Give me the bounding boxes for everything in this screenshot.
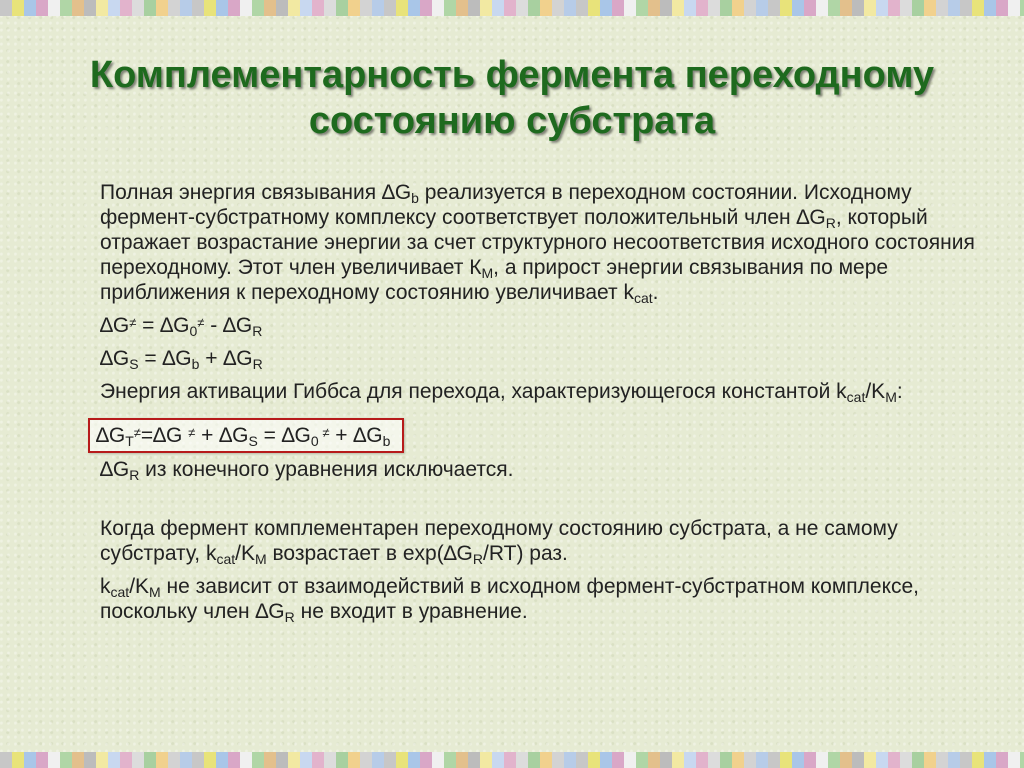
- eq-term: + ∆G: [329, 424, 383, 447]
- stripe-segment: [768, 752, 780, 768]
- subscript: cat: [846, 389, 866, 405]
- stripe-segment: [216, 0, 228, 16]
- superscript: ≠: [197, 315, 205, 330]
- text-span: /RT) раз.: [483, 542, 568, 565]
- text-span: , который отражает возрастание энергии за счет структурного несоответствия исходного состояния переходному. Этот член увеличивает К: [100, 206, 975, 279]
- stripe-segment: [120, 0, 132, 16]
- stripe-segment: [840, 752, 852, 768]
- stripe-segment: [216, 752, 228, 768]
- stripe-segment: [264, 0, 276, 16]
- stripe-segment: [0, 752, 12, 768]
- stripe-segment: [204, 752, 216, 768]
- paragraph-gibbs-activation: [100, 379, 980, 404]
- stripe-segment: [840, 0, 852, 16]
- subscript: M: [885, 389, 897, 405]
- equation-1: [100, 313, 980, 338]
- stripe-segment: [660, 752, 672, 768]
- text-span: реализуется в переходном состоянии. Исходному фермент-субстратному комплексу соответствует положительный член: [100, 181, 912, 229]
- subscript: R: [252, 323, 263, 339]
- stripe-segment: [432, 752, 444, 768]
- text-span: , а прирост энергии связывания по мере приближения к переходному состоянию увеличивает k: [100, 256, 889, 304]
- stripe-segment: [516, 0, 528, 16]
- stripe-segment: [324, 752, 336, 768]
- subscript: cat: [216, 551, 236, 567]
- stripe-segment: [144, 752, 156, 768]
- stripe-segment: [948, 752, 960, 768]
- superscript: ≠: [129, 315, 137, 330]
- subscript: cat: [633, 290, 653, 306]
- stripe-segment: [852, 752, 864, 768]
- text-span: /K: [129, 575, 150, 598]
- stripe-segment: [120, 752, 132, 768]
- subscript: M: [255, 551, 267, 567]
- stripe-segment: [12, 752, 24, 768]
- stripe-segment: [756, 752, 768, 768]
- eq-term: = ∆G: [257, 424, 311, 447]
- stripe-segment: [192, 0, 204, 16]
- eq-term: = ∆G: [138, 347, 192, 370]
- stripe-segment: [792, 0, 804, 16]
- stripe-segment: [888, 0, 900, 16]
- stripe-segment: [468, 0, 480, 16]
- stripe-segment: [408, 752, 420, 768]
- stripe-segment: [936, 0, 948, 16]
- text-span: G: [809, 206, 826, 229]
- text-span: :: [896, 380, 903, 403]
- stripe-segment: [804, 752, 816, 768]
- eq-term: ∆G: [100, 347, 130, 370]
- stripe-segment: [228, 752, 240, 768]
- subscript: R: [129, 467, 140, 483]
- stripe-segment: [444, 752, 456, 768]
- stripe-segment: [348, 752, 360, 768]
- stripe-segment: [828, 752, 840, 768]
- stripe-segment: [768, 0, 780, 16]
- stripe-segment: [372, 752, 384, 768]
- top-decorative-stripe: [0, 0, 1024, 16]
- highlighted-equation-box: [88, 418, 404, 453]
- stripe-segment: [984, 0, 996, 16]
- stripe-segment: [132, 752, 144, 768]
- paragraph-binding-energy: [100, 180, 980, 305]
- stripe-segment: [360, 0, 372, 16]
- stripe-segment: [60, 752, 72, 768]
- stripe-segment: [312, 0, 324, 16]
- subscript: R: [252, 356, 263, 372]
- stripe-segment: [468, 752, 480, 768]
- text-span: не зависит от взаимодействий в исходном фермент-субстратном комплексе, поскольку член ∆G: [100, 575, 919, 623]
- stripe-segment: [924, 0, 936, 16]
- eq-term: ∆G: [96, 424, 126, 447]
- stripe-segment: [48, 752, 60, 768]
- subscript: 0: [189, 323, 198, 339]
- stripe-segment: [660, 0, 672, 16]
- stripe-segment: [948, 0, 960, 16]
- stripe-segment: [228, 0, 240, 16]
- subscript: b: [411, 190, 419, 206]
- stripe-segment: [816, 0, 828, 16]
- stripe-segment: [780, 0, 792, 16]
- stripe-segment: [36, 752, 48, 768]
- stripe-segment: [516, 752, 528, 768]
- stripe-segment: [168, 752, 180, 768]
- stripe-segment: [912, 0, 924, 16]
- text-span: не входит в уравнение.: [294, 600, 528, 623]
- stripe-segment: [528, 0, 540, 16]
- stripe-segment: [672, 0, 684, 16]
- stripe-segment: [984, 752, 996, 768]
- stripe-segment: [372, 0, 384, 16]
- stripe-segment: [588, 0, 600, 16]
- stripe-segment: [504, 752, 516, 768]
- stripe-segment: [396, 0, 408, 16]
- stripe-segment: [708, 0, 720, 16]
- stripe-segment: [96, 752, 108, 768]
- eq-term: ∆G: [100, 314, 130, 337]
- stripe-segment: [336, 752, 348, 768]
- stripe-segment: [576, 0, 588, 16]
- stripe-segment: [888, 752, 900, 768]
- stripe-segment: [972, 0, 984, 16]
- stripe-segment: [300, 0, 312, 16]
- stripe-segment: [936, 752, 948, 768]
- stripe-segment: [252, 752, 264, 768]
- stripe-segment: [156, 0, 168, 16]
- stripe-segment: [864, 752, 876, 768]
- stripe-segment: [84, 752, 96, 768]
- stripe-segment: [276, 752, 288, 768]
- stripe-segment: [60, 0, 72, 16]
- stripe-segment: [492, 0, 504, 16]
- stripe-segment: [564, 0, 576, 16]
- subscript: 0: [310, 433, 319, 449]
- stripe-segment: [816, 752, 828, 768]
- stripe-segment: [876, 0, 888, 16]
- stripe-segment: [444, 0, 456, 16]
- stripe-segment: [900, 752, 912, 768]
- text-span: /K: [235, 542, 255, 565]
- stripe-segment: [180, 0, 192, 16]
- stripe-segment: [1008, 752, 1020, 768]
- stripe-segment: [732, 752, 744, 768]
- eq-term: = ∆G: [136, 314, 190, 337]
- stripe-segment: [288, 0, 300, 16]
- stripe-segment: [288, 752, 300, 768]
- stripe-segment: [696, 752, 708, 768]
- stripe-segment: [360, 752, 372, 768]
- stripe-segment: [876, 752, 888, 768]
- text-span: из конечного уравнения исключается.: [139, 458, 514, 481]
- stripe-segment: [504, 0, 516, 16]
- stripe-segment: [96, 0, 108, 16]
- stripe-segment: [720, 752, 732, 768]
- stripe-segment: [540, 752, 552, 768]
- stripe-segment: [744, 0, 756, 16]
- stripe-segment: [912, 752, 924, 768]
- title-line-1: Комплементарность фермента переходному: [89, 54, 935, 96]
- stripe-segment: [264, 752, 276, 768]
- stripe-segment: [156, 752, 168, 768]
- stripe-segment: [396, 752, 408, 768]
- stripe-segment: [312, 752, 324, 768]
- stripe-segment: [864, 0, 876, 16]
- stripe-segment: [480, 0, 492, 16]
- stripe-segment: [960, 0, 972, 16]
- stripe-segment: [324, 0, 336, 16]
- stripe-segment: [276, 0, 288, 16]
- stripe-segment: [528, 752, 540, 768]
- stripe-segment: [552, 752, 564, 768]
- stripe-segment: [456, 0, 468, 16]
- eq-term: + ∆G: [195, 424, 249, 447]
- stripe-segment: [192, 752, 204, 768]
- stripe-segment: [420, 0, 432, 16]
- stripe-segment: [384, 0, 396, 16]
- stripe-segment: [804, 0, 816, 16]
- slide-title: [40, 52, 984, 144]
- stripe-segment: [204, 0, 216, 16]
- stripe-segment: [648, 752, 660, 768]
- stripe-segment: [492, 752, 504, 768]
- equation-2: [100, 346, 980, 371]
- text-span: Энергия активации Гиббса для перехода, характеризующегося константой k: [100, 380, 847, 403]
- stripe-segment: [636, 752, 648, 768]
- stripe-segment: [972, 752, 984, 768]
- text-span: .: [652, 281, 659, 304]
- stripe-segment: [144, 0, 156, 16]
- stripe-segment: [300, 752, 312, 768]
- stripe-segment: [24, 752, 36, 768]
- stripe-segment: [576, 752, 588, 768]
- subscript: M: [149, 584, 161, 600]
- subscript: S: [248, 433, 258, 449]
- superscript: ≠: [133, 425, 141, 440]
- stripe-segment: [900, 0, 912, 16]
- eq-term: =∆G: [140, 424, 189, 447]
- stripe-segment: [780, 752, 792, 768]
- stripe-segment: [708, 752, 720, 768]
- stripe-segment: [24, 0, 36, 16]
- stripe-segment: [540, 0, 552, 16]
- stripe-segment: [456, 752, 468, 768]
- stripe-segment: [1020, 0, 1024, 16]
- stripe-segment: [72, 0, 84, 16]
- stripe-segment: [48, 0, 60, 16]
- stripe-segment: [612, 0, 624, 16]
- stripe-segment: [1020, 752, 1024, 768]
- text-span: k: [100, 575, 111, 598]
- subscript: M: [481, 265, 494, 281]
- stripe-segment: [600, 0, 612, 16]
- stripe-segment: [0, 0, 12, 16]
- stripe-segment: [420, 752, 432, 768]
- subscript: b: [382, 433, 391, 449]
- delta-symbol: ∆: [381, 181, 395, 204]
- stripe-segment: [792, 752, 804, 768]
- stripe-segment: [384, 752, 396, 768]
- stripe-segment: [240, 752, 252, 768]
- text-span: G: [394, 181, 412, 204]
- subscript: S: [129, 356, 139, 372]
- stripe-segment: [924, 752, 936, 768]
- stripe-segment: [168, 0, 180, 16]
- stripe-segment: [84, 0, 96, 16]
- text-span: Полная энергия связывания: [100, 181, 382, 204]
- text-span: /K: [865, 380, 886, 403]
- stripe-segment: [720, 0, 732, 16]
- subscript: R: [472, 551, 484, 567]
- paragraph-kcat-km-independence: [100, 574, 980, 624]
- stripe-segment: [588, 752, 600, 768]
- stripe-segment: [960, 752, 972, 768]
- slide-body: [96, 180, 980, 632]
- delta-symbol: ∆: [796, 206, 810, 229]
- text-span: возрастает в exp(∆G: [266, 542, 473, 565]
- stripe-segment: [180, 752, 192, 768]
- paragraph-gr-excluded: [100, 457, 980, 482]
- text-span: Когда фермент комплементарен переходному состоянию субстрата, а не самому субстрату, k: [100, 517, 898, 565]
- eq-term: ∆G: [100, 458, 130, 481]
- stripe-segment: [636, 0, 648, 16]
- stripe-segment: [852, 0, 864, 16]
- stripe-segment: [756, 0, 768, 16]
- eq-term: + ∆G: [199, 347, 253, 370]
- paragraph-complementarity: [100, 516, 980, 566]
- stripe-segment: [108, 0, 120, 16]
- stripe-segment: [732, 0, 744, 16]
- subscript: R: [825, 215, 836, 231]
- superscript: ≠: [318, 425, 330, 440]
- stripe-segment: [624, 752, 636, 768]
- stripe-segment: [480, 752, 492, 768]
- stripe-segment: [252, 0, 264, 16]
- stripe-segment: [624, 0, 636, 16]
- stripe-segment: [684, 752, 696, 768]
- stripe-segment: [564, 752, 576, 768]
- stripe-segment: [240, 0, 252, 16]
- stripe-segment: [828, 0, 840, 16]
- stripe-segment: [408, 0, 420, 16]
- superscript: ≠: [188, 425, 196, 440]
- bottom-decorative-stripe: [0, 752, 1024, 768]
- stripe-segment: [552, 0, 564, 16]
- stripe-segment: [36, 0, 48, 16]
- stripe-segment: [1008, 0, 1020, 16]
- subscript: cat: [110, 584, 130, 600]
- stripe-segment: [744, 752, 756, 768]
- stripe-segment: [600, 752, 612, 768]
- stripe-segment: [72, 752, 84, 768]
- title-line-2: состоянию субстрата: [308, 100, 716, 142]
- stripe-segment: [996, 752, 1008, 768]
- eq-term: - ∆G: [204, 314, 253, 337]
- stripe-segment: [684, 0, 696, 16]
- stripe-segment: [648, 0, 660, 16]
- stripe-segment: [996, 0, 1008, 16]
- stripe-segment: [12, 0, 24, 16]
- stripe-segment: [672, 752, 684, 768]
- stripe-segment: [612, 752, 624, 768]
- stripe-segment: [132, 0, 144, 16]
- stripe-segment: [336, 0, 348, 16]
- stripe-segment: [348, 0, 360, 16]
- subscript: T: [125, 433, 134, 449]
- subscript: b: [191, 356, 200, 372]
- subscript: R: [284, 609, 295, 625]
- spacer: [100, 490, 980, 516]
- stripe-segment: [108, 752, 120, 768]
- stripe-segment: [432, 0, 444, 16]
- stripe-segment: [696, 0, 708, 16]
